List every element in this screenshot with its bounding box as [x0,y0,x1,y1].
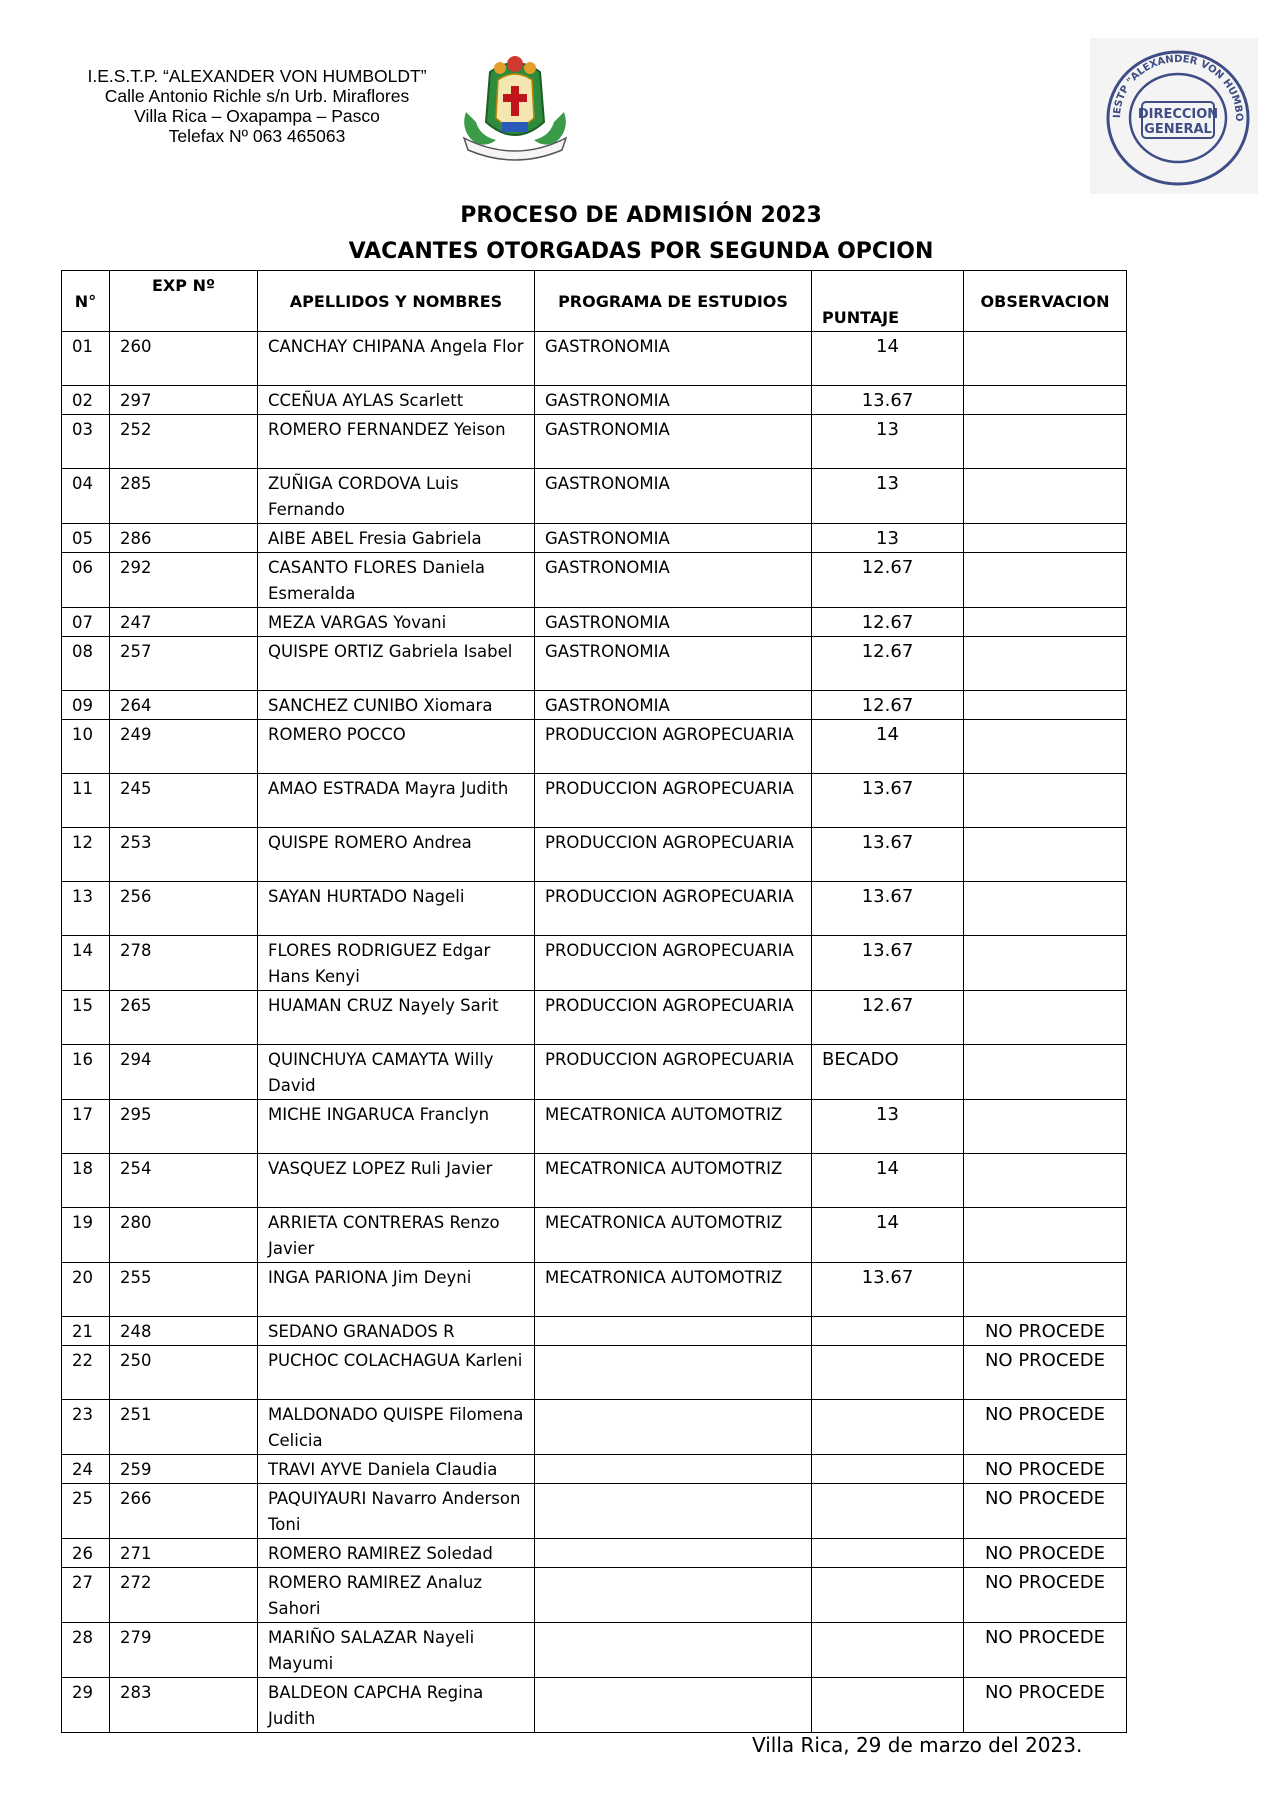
row-program: GASTRONOMIA [535,608,812,637]
row-exp: 247 [110,608,258,637]
row-number: 25 [62,1484,110,1539]
row-observation [964,882,1127,936]
table-row [62,1154,1127,1208]
row-exp: 256 [110,882,258,936]
row-exp: 266 [110,1484,258,1539]
seal-line-1: DIRECCION [1137,107,1219,122]
institution-header [58,66,456,146]
row-program [535,1539,812,1568]
row-score: 13 [812,415,964,469]
row-score [812,1317,964,1346]
table-row [62,1539,1127,1568]
row-score [812,1623,964,1678]
row-exp: 245 [110,774,258,828]
row-score [812,1678,964,1733]
col-header-n: N° [62,271,110,332]
row-name: ROMERO FERNANDEZ Yeison [258,415,535,469]
table-header-row [62,271,1127,332]
row-name: SEDANO GRANADOS R [258,1317,535,1346]
row-name: MARIÑO SALAZAR Nayeli Mayumi [258,1623,535,1678]
table-row [62,637,1127,691]
row-score: 13.67 [812,1263,964,1317]
row-exp: 265 [110,991,258,1045]
table-row [62,936,1127,991]
row-score [812,1484,964,1539]
table-row [62,1678,1127,1733]
row-program [535,1484,812,1539]
page-title: PROCESO DE ADMISIÓN 2023 [460,203,822,228]
row-name: SANCHEZ CUNIBO Xiomara [258,691,535,720]
row-score: 14 [812,1208,964,1263]
row-exp: 249 [110,720,258,774]
table-row [62,1263,1127,1317]
table-row [62,1100,1127,1154]
row-score: 13 [812,469,964,524]
row-number: 05 [62,524,110,553]
row-score: 13.67 [812,386,964,415]
row-score: 12.67 [812,637,964,691]
table-row [62,882,1127,936]
row-program: GASTRONOMIA [535,332,812,386]
col-header-exp: EXP Nº [110,271,258,332]
table-row [62,1400,1127,1455]
row-number: 02 [62,386,110,415]
row-score: 12.67 [812,991,964,1045]
row-program: PRODUCCION AGROPECUARIA [535,720,812,774]
institution-name: I.E.S.T.P. “ALEXANDER VON HUMBOLDT” [87,66,427,86]
direction-seal-stamp [1090,38,1258,194]
row-name: CANCHAY CHIPANA Angela Flor [258,332,535,386]
row-score [812,1346,964,1400]
row-program: PRODUCCION AGROPECUARIA [535,1045,812,1100]
row-program: GASTRONOMIA [535,524,812,553]
row-name: TRAVI AYVE Daniela Claudia [258,1455,535,1484]
row-observation [964,469,1127,524]
row-name: HUAMAN CRUZ Nayely Sarit [258,991,535,1045]
row-observation [964,991,1127,1045]
row-name: ZUÑIGA CORDOVA Luis Fernando [258,469,535,524]
row-number: 03 [62,415,110,469]
row-name: SAYAN HURTADO Nageli [258,882,535,936]
seal-ring-text: IESTP "ALEXANDER VON HUMBO [1111,53,1245,122]
row-exp: 264 [110,691,258,720]
row-observation [964,332,1127,386]
row-name: PAQUIYAURI Navarro Anderson Toni [258,1484,535,1539]
row-number: 29 [62,1678,110,1733]
row-score [812,1539,964,1568]
row-score: 13.67 [812,882,964,936]
seal-line-2: GENERAL [1144,122,1212,137]
row-name: PUCHOC COLACHAGUA Karleni [258,1346,535,1400]
row-score: 13 [812,524,964,553]
row-program [535,1568,812,1623]
row-number: 08 [62,637,110,691]
institution-city: Villa Rica – Oxapampa – Pasco [134,106,380,126]
row-observation [964,720,1127,774]
row-score: 14 [812,720,964,774]
row-program: PRODUCCION AGROPECUARIA [535,882,812,936]
row-name: ROMERO POCCO [258,720,535,774]
row-observation [964,936,1127,991]
table-row [62,415,1127,469]
row-number: 13 [62,882,110,936]
table-row [62,553,1127,608]
row-exp: 250 [110,1346,258,1400]
row-exp: 255 [110,1263,258,1317]
row-exp: 286 [110,524,258,553]
row-program: PRODUCCION AGROPECUARIA [535,828,812,882]
row-program: MECATRONICA AUTOMOTRIZ [535,1100,812,1154]
row-program: GASTRONOMIA [535,469,812,524]
row-exp: 294 [110,1045,258,1100]
row-number: 15 [62,991,110,1045]
institution-phone: Telefax Nº 063 465063 [168,126,346,146]
row-score: 13.67 [812,936,964,991]
row-observation [964,1263,1127,1317]
table-row [62,1317,1127,1346]
row-number: 12 [62,828,110,882]
institution-address: Calle Antonio Richle s/n Urb. Miraflores [104,86,410,106]
row-name: QUISPE ROMERO Andrea [258,828,535,882]
table-row [62,1484,1127,1539]
table-row [62,1623,1127,1678]
row-number: 17 [62,1100,110,1154]
row-observation [964,386,1127,415]
row-observation [964,524,1127,553]
col-header-program: PROGRAMA DE ESTUDIOS [535,271,812,332]
col-header-names: APELLIDOS Y NOMBRES [258,271,535,332]
table-row [62,774,1127,828]
table-row [62,720,1127,774]
row-name: CASANTO FLORES Daniela Esmeralda [258,553,535,608]
row-observation [964,1208,1127,1263]
row-number: 27 [62,1568,110,1623]
row-number: 19 [62,1208,110,1263]
row-exp: 295 [110,1100,258,1154]
row-exp: 271 [110,1539,258,1568]
row-number: 28 [62,1623,110,1678]
row-program: GASTRONOMIA [535,386,812,415]
row-program [535,1455,812,1484]
row-observation: NO PROCEDE [964,1317,1127,1346]
row-exp: 253 [110,828,258,882]
row-number: 11 [62,774,110,828]
table-row [62,691,1127,720]
row-observation: NO PROCEDE [964,1539,1127,1568]
row-number: 21 [62,1317,110,1346]
row-name: INGA PARIONA Jim Deyni [258,1263,535,1317]
institution-crest-icon [456,52,574,164]
row-exp: 285 [110,469,258,524]
row-observation [964,637,1127,691]
row-name: AIBE ABEL Fresia Gabriela [258,524,535,553]
row-name: QUISPE ORTIZ Gabriela Isabel [258,637,535,691]
table-row [62,991,1127,1045]
row-name: ARRIETA CONTRERAS Renzo Javier [258,1208,535,1263]
row-exp: 278 [110,936,258,991]
row-number: 09 [62,691,110,720]
row-program: PRODUCCION AGROPECUARIA [535,774,812,828]
row-name: MEZA VARGAS Yovani [258,608,535,637]
row-observation: NO PROCEDE [964,1400,1127,1455]
row-exp: 248 [110,1317,258,1346]
row-program [535,1346,812,1400]
row-number: 14 [62,936,110,991]
row-observation [964,553,1127,608]
row-program [535,1678,812,1733]
row-score [812,1568,964,1623]
table-body [62,332,1127,1733]
row-name: AMAO ESTRADA Mayra Judith [258,774,535,828]
row-name: ROMERO RAMIREZ Soledad [258,1539,535,1568]
row-score: 13.67 [812,774,964,828]
row-exp: 297 [110,386,258,415]
row-observation: NO PROCEDE [964,1484,1127,1539]
row-observation [964,1154,1127,1208]
row-number: 10 [62,720,110,774]
row-number: 22 [62,1346,110,1400]
row-score: 14 [812,332,964,386]
row-number: 16 [62,1045,110,1100]
row-name: MICHE INGARUCA Franclyn [258,1100,535,1154]
row-program: GASTRONOMIA [535,637,812,691]
row-score: 14 [812,1154,964,1208]
row-name: CCEÑUA AYLAS Scarlett [258,386,535,415]
page-subtitle: VACANTES OTORGADAS POR SEGUNDA OPCION [348,239,934,264]
row-exp: 254 [110,1154,258,1208]
row-score: 12.67 [812,608,964,637]
row-exp: 280 [110,1208,258,1263]
table-row [62,828,1127,882]
row-exp: 259 [110,1455,258,1484]
row-exp: 260 [110,332,258,386]
row-program: PRODUCCION AGROPECUARIA [535,991,812,1045]
row-name: MALDONADO QUISPE Filomena Celicia [258,1400,535,1455]
row-name: BALDEON CAPCHA Regina Judith [258,1678,535,1733]
row-observation: NO PROCEDE [964,1568,1127,1623]
row-number: 06 [62,553,110,608]
date-place-footer: Villa Rica, 29 de marzo del 2023. [752,1733,1083,1757]
admission-table [61,270,1127,1733]
row-program: MECATRONICA AUTOMOTRIZ [535,1154,812,1208]
row-observation: NO PROCEDE [964,1678,1127,1733]
row-exp: 257 [110,637,258,691]
row-number: 04 [62,469,110,524]
row-observation: NO PROCEDE [964,1346,1127,1400]
row-exp: 283 [110,1678,258,1733]
row-program: MECATRONICA AUTOMOTRIZ [535,1208,812,1263]
row-score: BECADO [812,1045,964,1100]
row-exp: 279 [110,1623,258,1678]
row-observation: NO PROCEDE [964,1455,1127,1484]
table-row [62,1208,1127,1263]
row-observation [964,1100,1127,1154]
row-number: 01 [62,332,110,386]
table-row [62,386,1127,415]
row-score: 13 [812,1100,964,1154]
table-row [62,608,1127,637]
row-observation [964,1045,1127,1100]
row-program [535,1623,812,1678]
row-program [535,1400,812,1455]
table-row [62,1455,1127,1484]
row-program [535,1317,812,1346]
row-observation [964,415,1127,469]
row-observation [964,608,1127,637]
row-observation [964,691,1127,720]
row-name: QUINCHUYA CAMAYTA Willy David [258,1045,535,1100]
row-number: 23 [62,1400,110,1455]
col-header-obs: OBSERVACION [964,271,1127,332]
row-program: PRODUCCION AGROPECUARIA [535,936,812,991]
row-name: ROMERO RAMIREZ Analuz Sahori [258,1568,535,1623]
table-row [62,469,1127,524]
row-exp: 292 [110,553,258,608]
table-row [62,1346,1127,1400]
row-number: 24 [62,1455,110,1484]
row-score: 13.67 [812,828,964,882]
row-program: GASTRONOMIA [535,691,812,720]
row-score [812,1455,964,1484]
row-observation [964,774,1127,828]
table-row [62,332,1127,386]
col-header-score: PUNTAJE [812,271,964,332]
row-score [812,1400,964,1455]
row-name: VASQUEZ LOPEZ Ruli Javier [258,1154,535,1208]
row-observation [964,828,1127,882]
row-number: 20 [62,1263,110,1317]
row-score: 12.67 [812,553,964,608]
row-number: 18 [62,1154,110,1208]
table-row [62,524,1127,553]
row-number: 26 [62,1539,110,1568]
table-row [62,1045,1127,1100]
row-observation: NO PROCEDE [964,1623,1127,1678]
row-exp: 251 [110,1400,258,1455]
row-score: 12.67 [812,691,964,720]
row-exp: 272 [110,1568,258,1623]
row-program: MECATRONICA AUTOMOTRIZ [535,1263,812,1317]
row-program: GASTRONOMIA [535,415,812,469]
row-name: FLORES RODRIGUEZ Edgar Hans Kenyi [258,936,535,991]
row-exp: 252 [110,415,258,469]
row-program: GASTRONOMIA [535,553,812,608]
table-row [62,1568,1127,1623]
row-number: 07 [62,608,110,637]
